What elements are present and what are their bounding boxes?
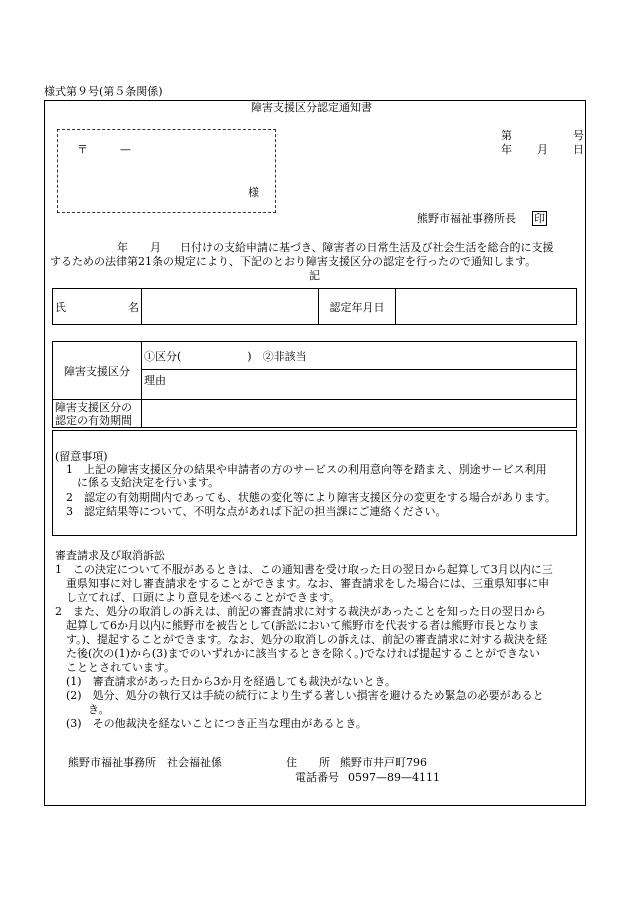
name-label: 氏 名: [53, 289, 142, 325]
issuer: 熊野市福祉事務所長: [417, 212, 516, 225]
recipient-honorific: 様: [248, 186, 259, 199]
cert-date-value: [396, 289, 577, 325]
appeal-line: 1 この決定について不服があるときは、この通知書を受け取った日の翌日から起算して3月以内に三: [55, 563, 553, 576]
date-year: 年: [501, 143, 512, 156]
postal-mark: 〒: [77, 143, 88, 156]
appeal-line: 起算して6か月以内に熊野市を被告として(訴訟において熊野市を代表する者は熊野市長となりま: [55, 619, 540, 632]
form-number: 様式第９号(第５条関係): [44, 85, 163, 98]
appeal-line: 重県知事に対し審査請求をすることができます。なお、審査請求をした場合には、三重県知事に申: [55, 577, 550, 590]
appeal-line: (2) 処分、処分の執行又は手続の続行により生ずる著しい損害を避けるため緊急の必要があると: [55, 689, 544, 702]
doc-number-dai: 第: [501, 129, 512, 142]
appeal-line: (1) 審査請求があった日から3か月を経過しても裁決がないとき。: [55, 675, 397, 688]
category-options: ①区分( ) ②非該当: [142, 342, 577, 370]
note-2: 2 認定の有効期間内であっても、状態の変化等により障害支援区分の変更をする場合があります。: [55, 491, 557, 504]
body-line1: 日付けの支給申請に基づき、障害者の日常生活及び社会生活を総合的に支援: [180, 241, 554, 254]
note-3: 3 認定結果等について、不明な点があれば下記の担当課にご連絡ください。: [55, 505, 447, 518]
address-box: [57, 129, 276, 213]
validity-period-label: 障害支援区分の 認定の有効期間: [53, 400, 142, 428]
validity-period-value: [142, 400, 577, 428]
contact-address-label: 住 所: [286, 756, 330, 769]
seal-mark: 印: [534, 212, 545, 225]
appeal-line: (3) その他裁決を経ないことにつき正当な理由があるとき。: [55, 717, 367, 730]
date-month: 月: [537, 143, 548, 156]
postal-dash: —: [120, 143, 131, 156]
name-value: [142, 289, 319, 325]
cert-date-label: 認定年月日: [319, 289, 396, 325]
name-date-table: [52, 288, 577, 325]
appeal-line: し立てれば、口頭により意見を述べることができます。: [55, 591, 341, 604]
contact-phone: 0597—89—4111: [348, 771, 440, 784]
date-day: 日: [573, 143, 584, 156]
appeal-heading: 審査請求及び取消訴訟: [55, 549, 165, 562]
appeal-line: す。)、提起することができます。なお、処分の取消しの訴えは、前記の審査請求に対する裁決を経: [55, 633, 548, 646]
contact-address: 熊野市井戸町796: [340, 756, 427, 769]
category-label: 障害支援区分: [53, 342, 142, 400]
reason-field: 理由: [142, 370, 577, 400]
body-month: 月: [150, 241, 161, 254]
notes-heading: (留意事項): [55, 450, 108, 463]
contact-office: 熊野市福祉事務所 社会福祉係: [68, 756, 222, 769]
contact-phone-label: 電話番号: [295, 771, 339, 784]
note-1a: 1 上記の障害支援区分の結果や申請者の方のサービスの利用意向等を踏まえ、別途サービス利用: [55, 463, 547, 476]
category-table: [52, 341, 577, 428]
appeal-line: き。: [55, 703, 110, 716]
appeal-line: 2 また、処分の取消しの訴えは、前記の審査請求に対する裁決があったことを知った日の翌日から: [55, 605, 546, 618]
appeal-line: た後(次の(1)から(3)までのいずれかに該当するときを除く。)でなければ提起することができない: [55, 647, 541, 660]
doc-number-go: 号: [573, 129, 584, 142]
ki-mark: 記: [309, 269, 320, 282]
note-1b: に係る支給決定を行います。: [55, 476, 220, 489]
body-year: 年: [117, 241, 128, 254]
appeal-line: こととされています。: [55, 661, 176, 674]
document-title: 障害支援区分認定通知書: [251, 101, 372, 114]
body-line2: するための法律第21条の規定により、下記のとおり障害支援区分の認定を行ったので通知します。: [50, 255, 537, 268]
